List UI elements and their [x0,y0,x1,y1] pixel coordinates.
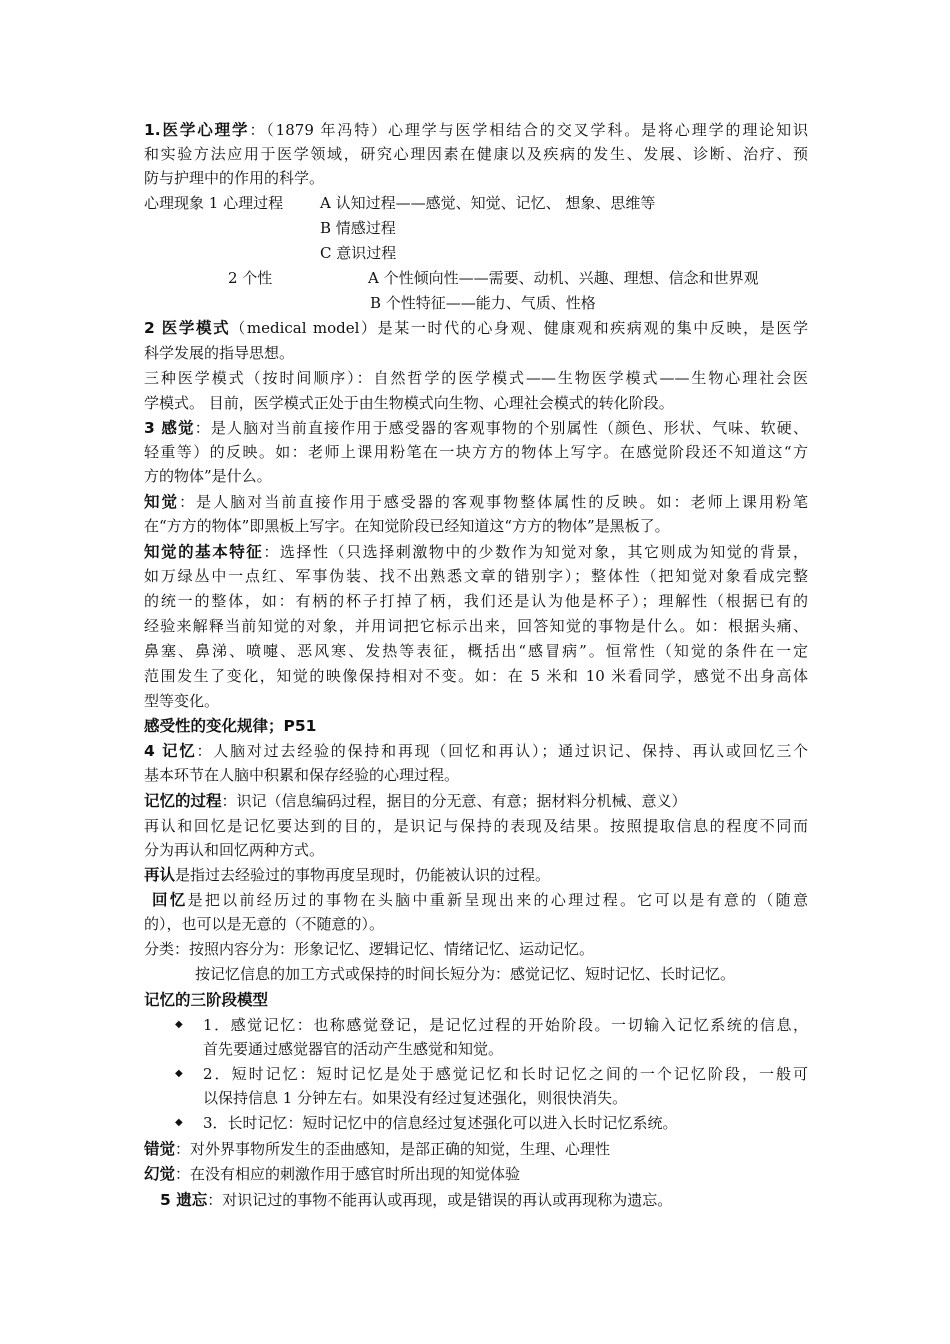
sensation-term: 感觉 [161,419,195,437]
perception-term: 知觉 [144,493,180,511]
medical-psychology-line-1: 1.医学心理学：（1879 年冯特）心理学与医学相结合的交叉学科。是将心理学的理论知识 [144,121,808,139]
recall-term: 回忆 [152,891,188,909]
recognition-term: 再认 [144,866,176,884]
classification-line-1: 分类：按照内容分为：形象记忆、逻辑记忆、情绪记忆、运动记忆。 [144,940,595,958]
memory-process-term: 记忆的过程 [144,792,222,810]
diamond-bullet-icon: ◆ [175,1068,183,1079]
perception-line-2: 在“方方的物体”即黑板上写字。在知觉阶段已经知道这“方方的物体”是黑板了。 [144,517,670,535]
features-line-4: 经验来解释当前知觉的对象，并用词把它标示出来，回答知觉的事物是什么。如：根据头痛、 [144,617,808,635]
medical-psychology-term: 医学心理学 [160,121,250,139]
sensory-memory-line-1: 1．感觉记忆：也称感觉登记，是记忆过程的开始阶段。一切输入记忆系统的信息， [203,1016,808,1034]
three-stage-heading: 记忆的三阶段模型 [144,991,269,1009]
perception-line-1: 知觉：是人脑对当前直接作用于感受器的客观事物整体属性的反映。如：老师上课用粉笔 [144,493,808,511]
sensation-line-3: 方的物体”是什么。 [144,467,272,485]
short-term-memory-line-1: 2．短时记忆：短时记忆是处于感觉记忆和长时记忆之间的一个记忆阶段，一般可 [203,1065,808,1083]
classification-line-2: 按记忆信息的加工方式或保持的时间长短分为：感觉记忆、短时记忆、长时记忆。 [195,965,736,983]
memory-process-line-2: 再认和回忆是记忆要达到的目的，是识记与保持的表现及结果。按照提取信息的程度不同而 [144,817,808,835]
personality-label: 2 个性 [228,269,273,287]
features-line-3: 的统一的整体，如：有柄的杯子打掉了柄，我们还是认为他是杯子）；理解性（根据已有的 [144,592,808,610]
recall-line-2: 的），也可以是无意的（不随意的）。 [144,915,385,933]
consciousness-process: C 意识过程 [320,244,397,262]
features-line-5: 鼻塞、鼻涕、喷嚏、恶风寒、发热等表征，概括出“感冒病”。恒常性（知觉的条件在一定 [144,642,808,660]
illusion-term: 错觉 [144,1140,176,1158]
medical-psychology-line-3: 防与护理中的作用的科学。 [144,169,325,187]
medical-model-line-2: 科学发展的指导思想。 [144,344,295,362]
hallucination-line: 幻觉：在没有相应的刺激作用于感官时所出现的知觉体验 [144,1165,521,1183]
three-models-line-1: 三种医学模式（按时间顺序）：自然哲学的医学模式——生物医学模式——生物心理社会医 [144,369,808,387]
illusion-line: 错觉：对外界事物所发生的歪曲感知，是部正确的知觉，生理、心理性 [144,1140,611,1158]
memory-line-2: 基本环节在人脑中积累和保存经验的心理过程。 [144,766,460,784]
memory-line-1: 4 记忆：人脑对过去经验的保持和再现（回忆和再认）；通过识记、保持、再认或回忆三个 [144,742,808,760]
hallucination-term: 幻觉 [144,1165,176,1183]
recognition-line: 再认是指过去经验过的事物再度呈现时，仍能被认识的过程。 [144,866,551,884]
long-term-memory-line-1: 3．长时记忆：短时记忆中的信息经过复述强化可以进入长时记忆系统。 [203,1114,678,1132]
features-line-7: 型等变化。 [144,692,220,710]
memory-process-line-3: 分为再认和回忆两种方式。 [144,841,325,859]
sensation-line-1: 3 感觉：是人脑对当前直接作用于感受器的客观事物的个别属性（颜色、形状、气味、软硬、 [144,419,808,437]
medical-model-line-1: 2 医学模式（medical model）是某一时代的心身观、健康观和疾病观的集中反映，是医学 [144,319,808,337]
personality-traits: B 个性特征——能力、气质、性格 [370,294,596,312]
cognitive-process: A 认知过程——感觉、知觉、记忆、 想象、思维等 [320,194,656,212]
medical-model-term: 医学模式 [161,319,231,337]
personality-tendency: A 个性倾向性——需要、动机、兴趣、理想、信念和世界观 [368,269,759,287]
emotion-process: B 情感过程 [320,219,396,237]
features-line-6: 范围发生了变化，知觉的映像保持相对不变。如：在 5 米和 10 米看同学，感觉不出身高体 [144,667,808,685]
features-line-2: 如万绿丛中一点红、军事伪装、找不出熟悉文章的错别字）；整体性（把知觉对象看成完整 [144,567,808,585]
diamond-bullet-icon: ◆ [175,1117,183,1128]
sensory-memory-line-2: 首先要通过感觉器官的活动产生感觉和知觉。 [203,1040,504,1058]
three-models-line-2: 学模式。 目前，医学模式正处于由生物模式向生物、心理社会模式的转化阶段。 [144,394,674,412]
sensation-line-2: 轻重等）的反映。如：老师上课用粉笔在一块方方的物体上写字。在感觉阶段还不知道这“方 [144,443,808,461]
features-term: 知觉的基本特征 [144,543,264,561]
sensitivity-heading: 感受性的变化规律；P51 [144,717,317,735]
medical-psychology-line-2: 和实验方法应用于医学领域，研究心理因素在健康以及疾病的发生、发展、诊断、治疗、预 [144,145,808,163]
memory-term: 记忆 [161,742,197,760]
short-term-memory-line-2: 以保持信息 1 分钟左右。如果没有经过复述强化，则很快消失。 [203,1089,628,1107]
memory-process-line-1: 记忆的过程：识记（信息编码过程，据目的分无意、有意；据材料分机械、意义） [144,792,687,810]
diamond-bullet-icon: ◆ [175,1019,183,1030]
recall-line-1: 回忆是把以前经历过的事物在头脑中重新呈现出来的心理过程。它可以是有意的（随意 [152,891,808,909]
forgetting-term: 遗忘 [176,1191,208,1209]
phenomena-label: 心理现象 1 心理过程 [144,194,284,212]
features-line-1: 知觉的基本特征：选择性（只选择刺激物中的少数作为知觉对象，其它则成为知觉的背景， [144,543,808,561]
forgetting-line: 5 遗忘：对识记过的事物不能再认或再现，或是错误的再认或再现称为遗忘。 [160,1191,673,1209]
